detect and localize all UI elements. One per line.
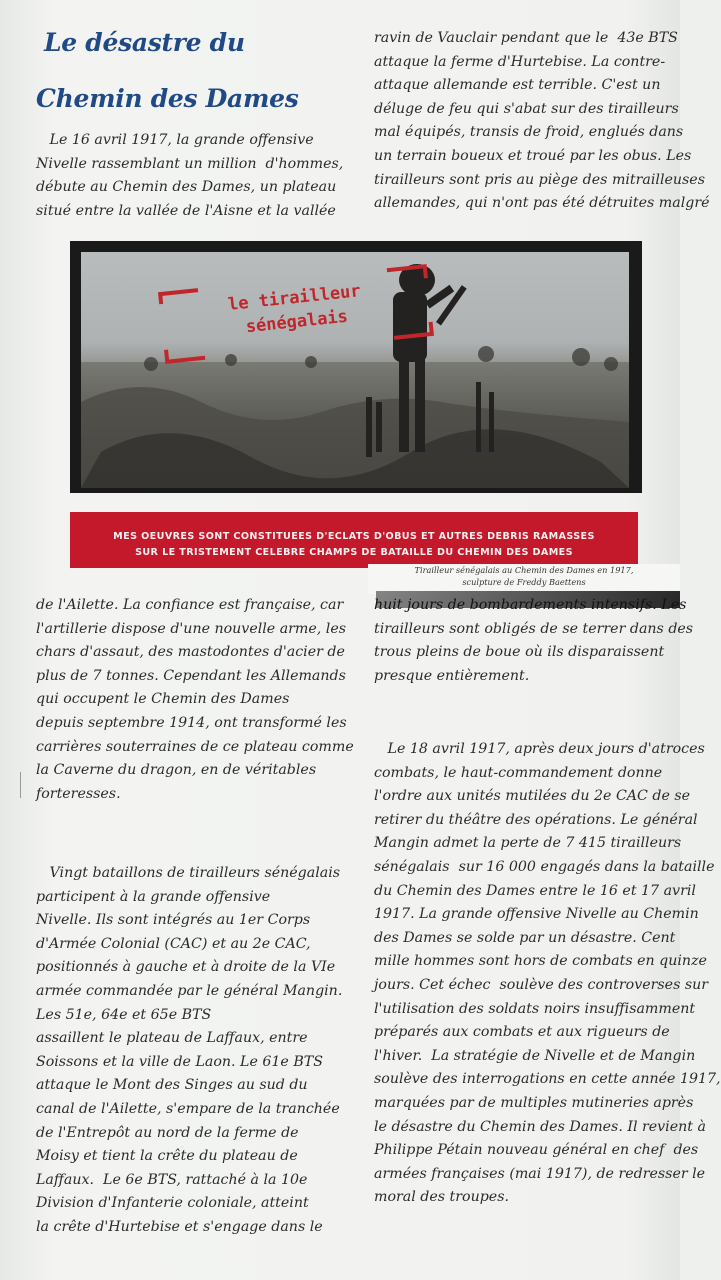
stamp-text-line-1: le tirailleur [227,281,362,315]
text-line: combats, le haut-commandement donne [374,764,663,781]
text-line: attaque allemande est terrible. C'est un [374,77,661,94]
text-line: Soissons et la ville de Laon. Le 61e BTS [36,1053,323,1070]
text-line: huit jours de bombardements intensifs. Les [374,597,687,613]
text-line: attaque la ferme d'Hurtebise. La contre- [374,53,666,70]
text-line: du Chemin des Dames entre le 16 et 17 avril [374,882,696,899]
text-line: canal de l'Ailette, s'empare de la tranchée [36,1100,340,1117]
text-line: marquées par de multiples mutineries après [374,1094,694,1111]
text-line: qui occupent le Chemin des Dames [36,691,290,708]
banner-line-2: SUR LE TRISTEMENT CELEBRE CHAMPS DE BATAILLE DU CHEMIN DES DAMES [135,547,573,558]
text-line: forteresses. [36,785,121,802]
text-line: l'ordre aux unités mutilées du 2e CAC de se [374,788,691,805]
caption-line-1: Tirailleur sénégalais au Chemin des Dames en 1917, [414,565,634,575]
text-line: l'artillerie dispose d'une nouvelle arme, les [36,620,347,637]
stamp-text-line-2: sénégalais [244,306,349,338]
text-line: déluge de feu qui s'abat sur des tirailleurs [374,100,679,117]
text-line: trous pleins de boue où ils disparaissent [374,644,665,661]
text-line: plus de 7 tonnes. Cependant les Allemands [36,667,346,684]
right-column-continuation-paragraph [374,594,694,688]
left-column-continuation-paragraph [36,594,354,806]
text-line: participent à la grande offensive [36,888,271,905]
text-line: Philippe Pétain nouveau général en chef des [374,1142,699,1159]
text-line: Nivelle rassemblant un million d'hommes, [36,155,344,172]
text-line: Division d'Infanterie coloniale, atteint [36,1195,309,1212]
text-line: armées françaises (mai 1917), de redresser le [374,1165,706,1182]
text-line: mal équipés, transis de froid, englués dans [374,124,684,141]
title-line-1: Le désastre du [44,28,245,57]
text-line: de l'Ailette. La confiance est française, car [36,597,344,613]
text-line: 1917. La grande offensive Nivelle au Chemin [374,906,699,923]
text-line: allemandes, qui n'ont pas été détruites malgré [374,195,710,212]
text-line: l'hiver. La stratégie de Nivelle et de Mangin [374,1047,696,1064]
text-line: positionnés à gauche et à droite de la VIe [36,959,336,976]
text-line: presque entièrement. [374,667,530,684]
text-line: jours. Cet échec soulève des controverses sur [374,976,709,993]
right-column-top-paragraph [374,27,710,216]
banner-line-1: MES OEUVRES SONT CONSTITUEES D'ECLATS D'OBUS ET AUTRES DEBRIS RAMASSES [113,531,595,542]
divider-mark [20,772,21,798]
text-line: Moisy et tient la crête du plateau de [36,1148,298,1165]
text-line: assaillent le plateau de Laffaux, entre [36,1030,308,1047]
text-line: des Dames se solde par un désastre. Cent [374,929,676,946]
text-line: débute au Chemin des Dames, un plateau [36,179,337,196]
text-line: tirailleurs sont pris au piège des mitrailleuses [374,171,705,188]
text-line: attaque le Mont des Singes au sud du [36,1077,308,1094]
text-line: Le 16 avril 1917, la grande offensive [36,132,314,148]
text-line: la Caverne du dragon, en de véritables [36,762,317,779]
vingt-bataillons-paragraph [36,862,343,1240]
text-line: sénégalais sur 16 000 engagés dans la bataille [374,858,715,875]
text-line: d'Armée Colonial (CAC) et au 2e CAC, [36,935,311,952]
text-line: retirer du théâtre des opérations. Le général [374,811,698,828]
sculpture-photo [81,252,629,488]
text-line: tirailleurs sont obligés de se terrer dans des [374,620,694,637]
text-line: préparés aux combats et aux rigueurs de [374,1024,670,1041]
caption-line-2: sculpture de Freddy Baettens [462,577,586,587]
title-line-2: Chemin des Dames [36,84,299,113]
intro-paragraph [36,129,344,223]
text-line: l'utilisation des soldats noirs insuffisamment [374,1000,696,1017]
text-line: mille hommes sont hors de combats en quinze [374,953,707,970]
text-line: Nivelle. Ils sont intégrés au 1er Corps [36,912,311,929]
sculpture-photo-frame [70,241,642,493]
text-line: ravin de Vauclair pendant que le 43e BTS [374,30,678,46]
photo-caption [368,564,680,594]
text-line: armée commandée par le général Mangin. [36,982,343,999]
text-line: carrières souterraines de ce plateau comme [36,738,354,755]
text-line: Laffaux. Le 6e BTS, rattaché à la 10e [36,1171,308,1188]
text-line: Vingt bataillons de tirailleurs sénégalais [36,865,341,881]
text-line: soulève des interrogations en cette année 1917, [374,1071,721,1088]
text-line: situé entre la vallée de l'Aisne et la vallée [36,202,336,219]
text-line: Mangin admet la perte de 7 415 tirailleurs [374,835,682,852]
text-line: de l'Entrepôt au nord de la ferme de [36,1124,299,1141]
quote-banner [70,512,638,568]
text-line: Le 18 avril 1917, après deux jours d'atroces [374,741,705,757]
text-line: depuis septembre 1914, ont transformé les [36,714,347,731]
text-line: Les 51e, 64e et 65e BTS [36,1006,212,1023]
text-line: un terrain boueux et troué par les obus. Les [374,147,692,164]
text-line: le désastre du Chemin des Dames. Il revient à [374,1118,706,1135]
18-avril-paragraph [374,738,721,1210]
text-line: moral des troupes. [374,1189,509,1206]
text-line: chars d'assaut, des mastodontes d'acier de [36,644,345,661]
text-line: la crête d'Hurtebise et s'engage dans le [36,1218,323,1235]
